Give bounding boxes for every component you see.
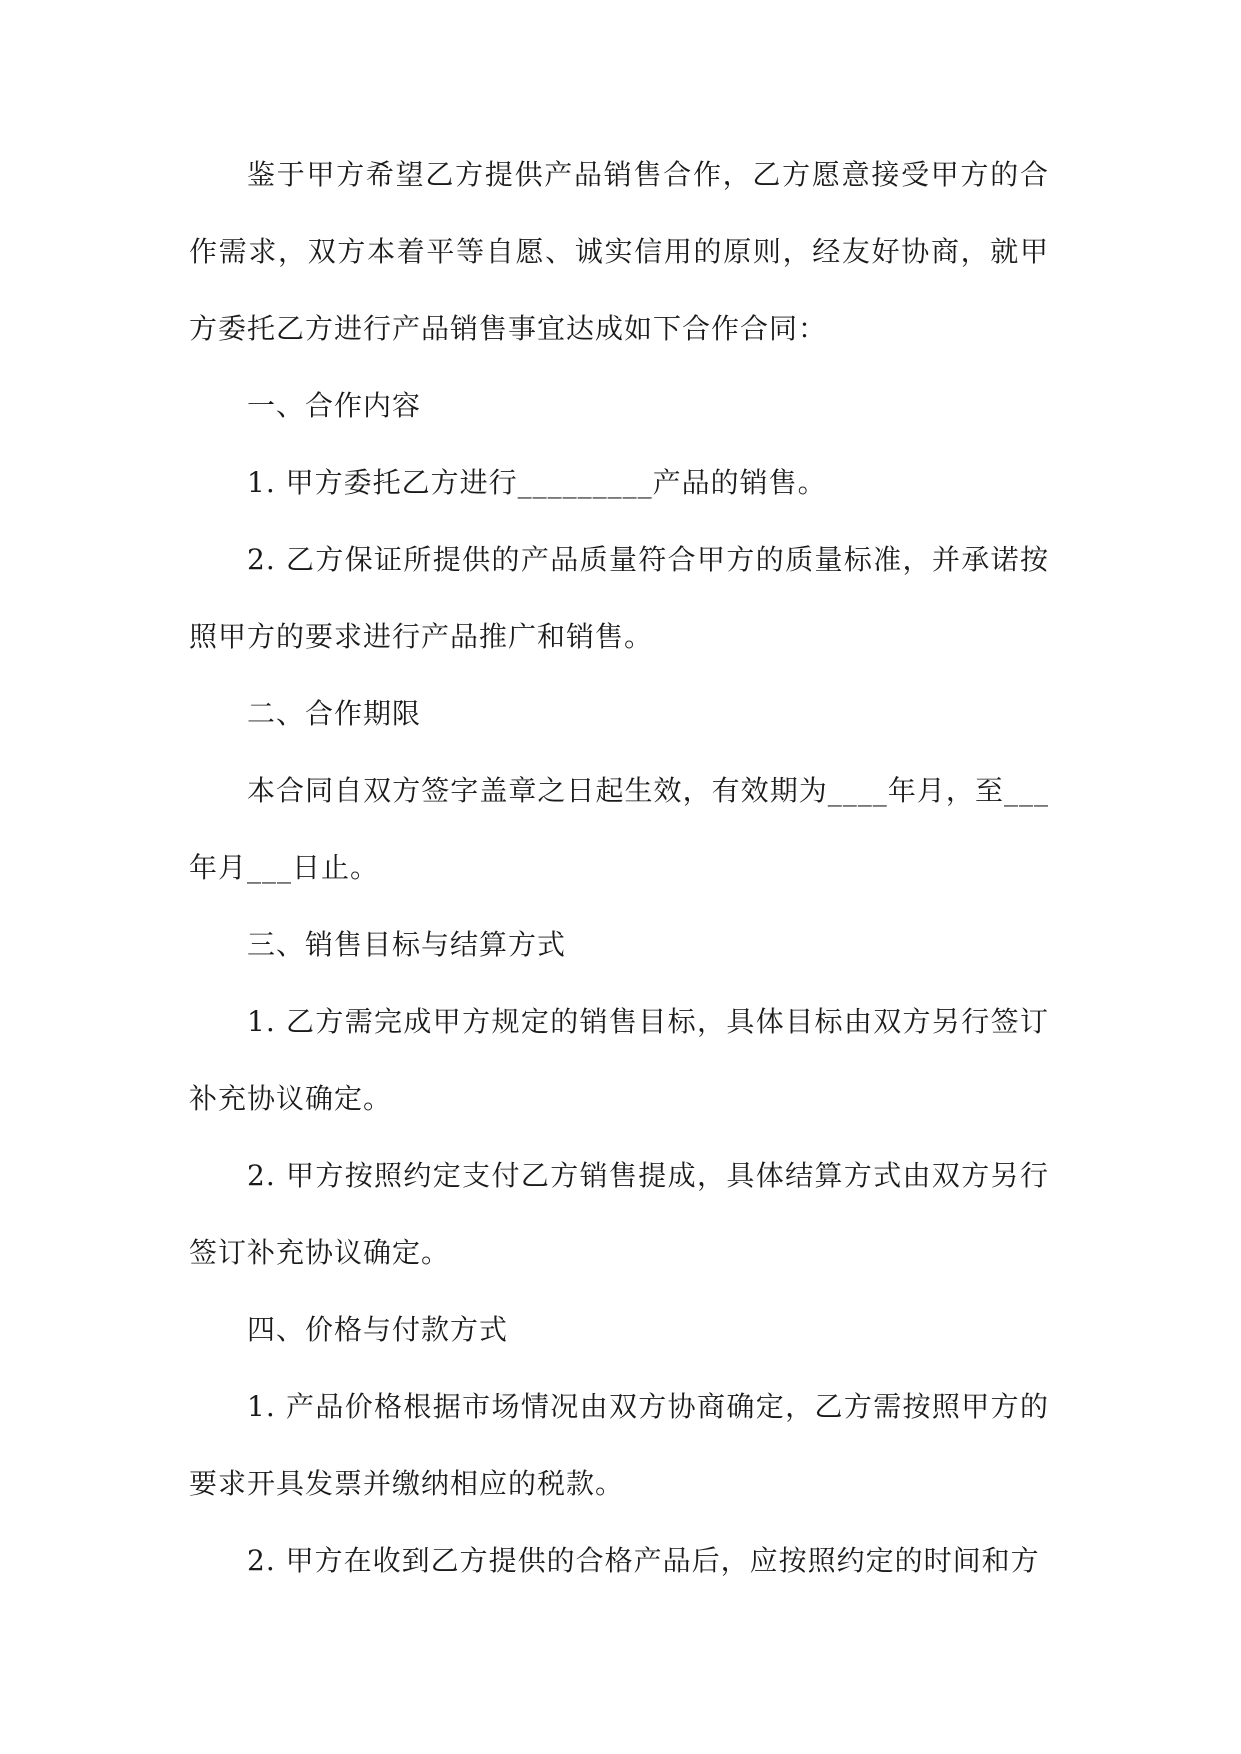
document-body (189, 136, 1049, 1599)
clause-4-2: 2. 甲方在收到乙方提供的合格产品后，应按照约定的时间和方 (247, 1544, 1040, 1577)
clause-3-1: 1. 乙方需完成甲方规定的销售目标，具体目标由双方另行签订补充协议确定。 (189, 1005, 1049, 1115)
clause-4-1: 1. 产品价格根据市场情况由双方协商确定，乙方需按照甲方的要求开具发票并缴纳相应的税款。 (189, 1390, 1049, 1500)
clause-3-2: 2. 甲方按照约定支付乙方销售提成，具体结算方式由双方另行签订补充协议确定。 (189, 1159, 1049, 1269)
clause-1-1: 1. 甲方委托乙方进行_________产品的销售。 (247, 466, 827, 499)
intro-paragraph: 鉴于甲方希望乙方提供产品销售合作，乙方愿意接受甲方的合作需求，双方本着平等自愿、诚实信用的原则，经友好协商，就甲方委托乙方进行产品销售事宜达成如下合作合同： (189, 158, 1049, 345)
section-heading-term: 二、合作期限 (247, 697, 422, 730)
section-heading-price-payment: 四、价格与付款方式 (247, 1313, 509, 1346)
section-heading-sales-target: 三、销售目标与结算方式 (247, 928, 567, 961)
term-paragraph: 本合同自双方签字盖章之日起生效，有效期为____年月，至___年月___日止。 (189, 774, 1049, 884)
clause-1-2: 2. 乙方保证所提供的产品质量符合甲方的质量标准，并承诺按照甲方的要求进行产品推广和销售。 (189, 543, 1049, 653)
section-heading-cooperation-content: 一、合作内容 (247, 389, 422, 422)
